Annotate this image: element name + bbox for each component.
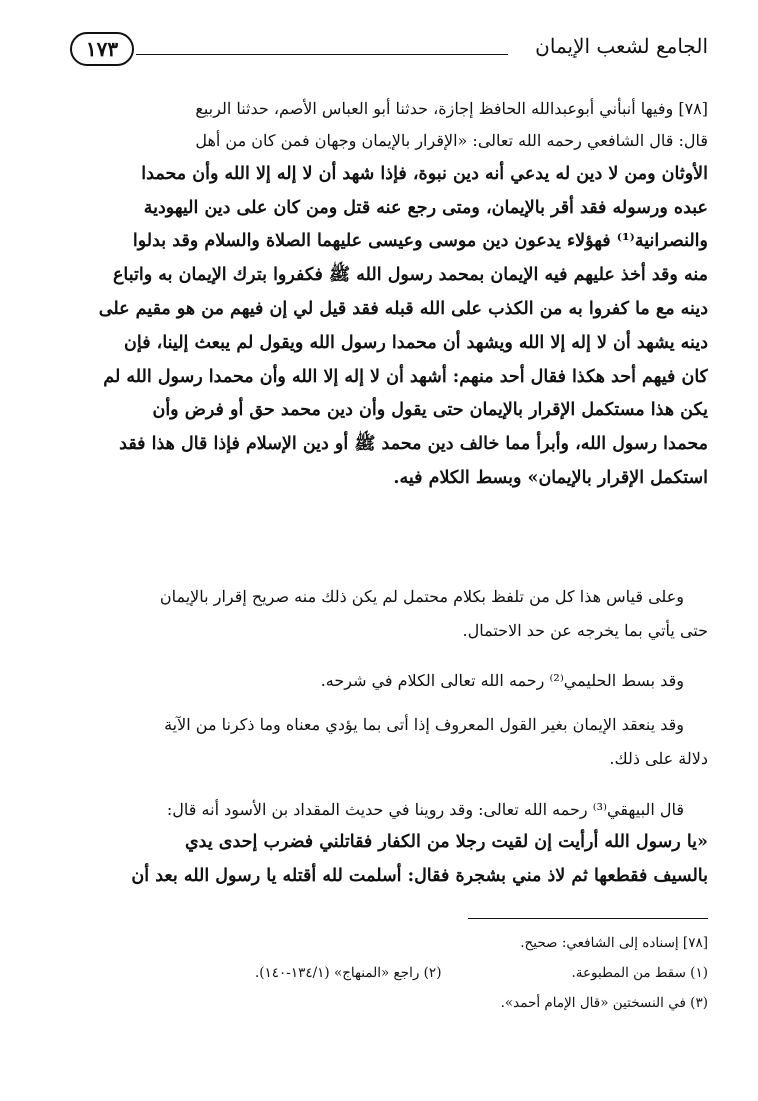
page-header [70,30,708,74]
text-line: كان فيهم أحد هكذا فقال أحد منهم: أشهد أن لا إله إلا الله وأن محمدا رسول الله لم [103,366,708,387]
footnote-1: (١) سقط من المطبوعة. [571,965,708,981]
footnote-2: (٢) راجع «المنهاج» (١٣٤/١-١٤٠). [254,965,442,981]
footnotes [100,928,708,1018]
text-line: دينه مع ما كفروا به من الكذب على الله قبله فقد قيل لي إن فيهم من هو مقيم على [98,298,708,319]
text-line: قال: قال الشافعي رحمه الله تعالى: «الإقرار بالإيمان وجهان فمن كان من أهل [195,131,708,150]
paragraph-78 [40,94,708,496]
paragraph-iman [40,708,708,776]
text-line: وقد ينعقد الإيمان بغير القول المعروف إذا أتى بما يؤدي معناه وما ذكرنا من الآية [164,715,684,734]
text-line: محمدا رسول الله، وأبرأ مما خالف دين محمد ﷺ أو دين الإسلام فإذا قال هذا فقد [119,434,708,455]
text-line: الأوثان ومن لا دين له يدعي أنه دين نبوة، فإذا شهد أن لا إله إلا الله وأن محمدا [141,163,708,184]
text-line: استكمل الإقرار بالإيمان» وبسط الكلام فيه. [393,467,708,488]
text-line: وقد بسط الحليمي⁽²⁾ رحمه الله تعالى الكلام في شرحه. [320,671,684,690]
paragraph-bayhaqi [40,795,708,893]
text-line: عبده ورسوله فقد أقر بالإيمان، ومتى رجع عنه قتل ومن كان على دين اليهودية [143,197,708,218]
text-line: بالسيف فقطعها ثم لاذ مني بشجرة فقال: أسلمت لله أقتله يا رسول الله بعد أن [131,866,708,886]
text-line: دلالة على ذلك. [609,749,708,768]
footnote-rule [468,918,708,919]
header-rule [136,54,508,55]
text-line: يكن هذا مستكمل الإقرار بالإيمان حتى يقول وأن دين محمد حق أو فرض وأن [152,400,708,421]
footnote-3: (٣) في النسختين «قال الإمام أحمد». [500,995,708,1011]
paragraph-analogy [40,580,708,648]
text-line: «يا رسول الله أرأيت إن لقيت رجلا من الكفار فقاتلني فضرب إحدى يدي [184,832,708,852]
footnote-gap [441,958,571,988]
paragraph-halimi [40,664,708,698]
text-line: وعلى قياس هذا كل من تلفظ بكلام محتمل لم يكن ذلك منه صريح إقرار بالإيمان [159,587,684,606]
text-line: والنصرانية⁽¹⁾ فهؤلاء يدعون دين موسى وعيسى عليهما الصلاة والسلام وقد بدلوا [132,231,708,252]
text-line: منه وقد أخذ عليهم فيه الإيمان بمحمد رسول الله ﷺ فكفروا بترك الإيمان به واتباع [112,265,708,286]
running-title: الجامع لشعب الإيمان [535,34,708,58]
text-line: قال البيهقي⁽³⁾ رحمه الله تعالى: وقد روينا في حديث المقداد بن الأسود أنه قال: [166,800,684,819]
text-line: دينه يشهد أن لا إله إلا الله ويشهد أن محمدا رسول الله ويقول لم يبعث إلينا، فإن [124,332,708,353]
text-line: حتى يأتي بما يخرجه عن حد الاحتمال. [462,621,708,640]
page-number: ١٧٣ [70,32,134,66]
text-line: [٧٨] وفيها أنبأني أبوعبدالله الحافظ إجازة، حدثنا أبو العباس الأصم، حدثنا الربيع [195,99,708,118]
footnote-row [100,958,708,988]
footnote-78: [٧٨] إسناده إلى الشافعي: صحيح. [520,935,708,951]
